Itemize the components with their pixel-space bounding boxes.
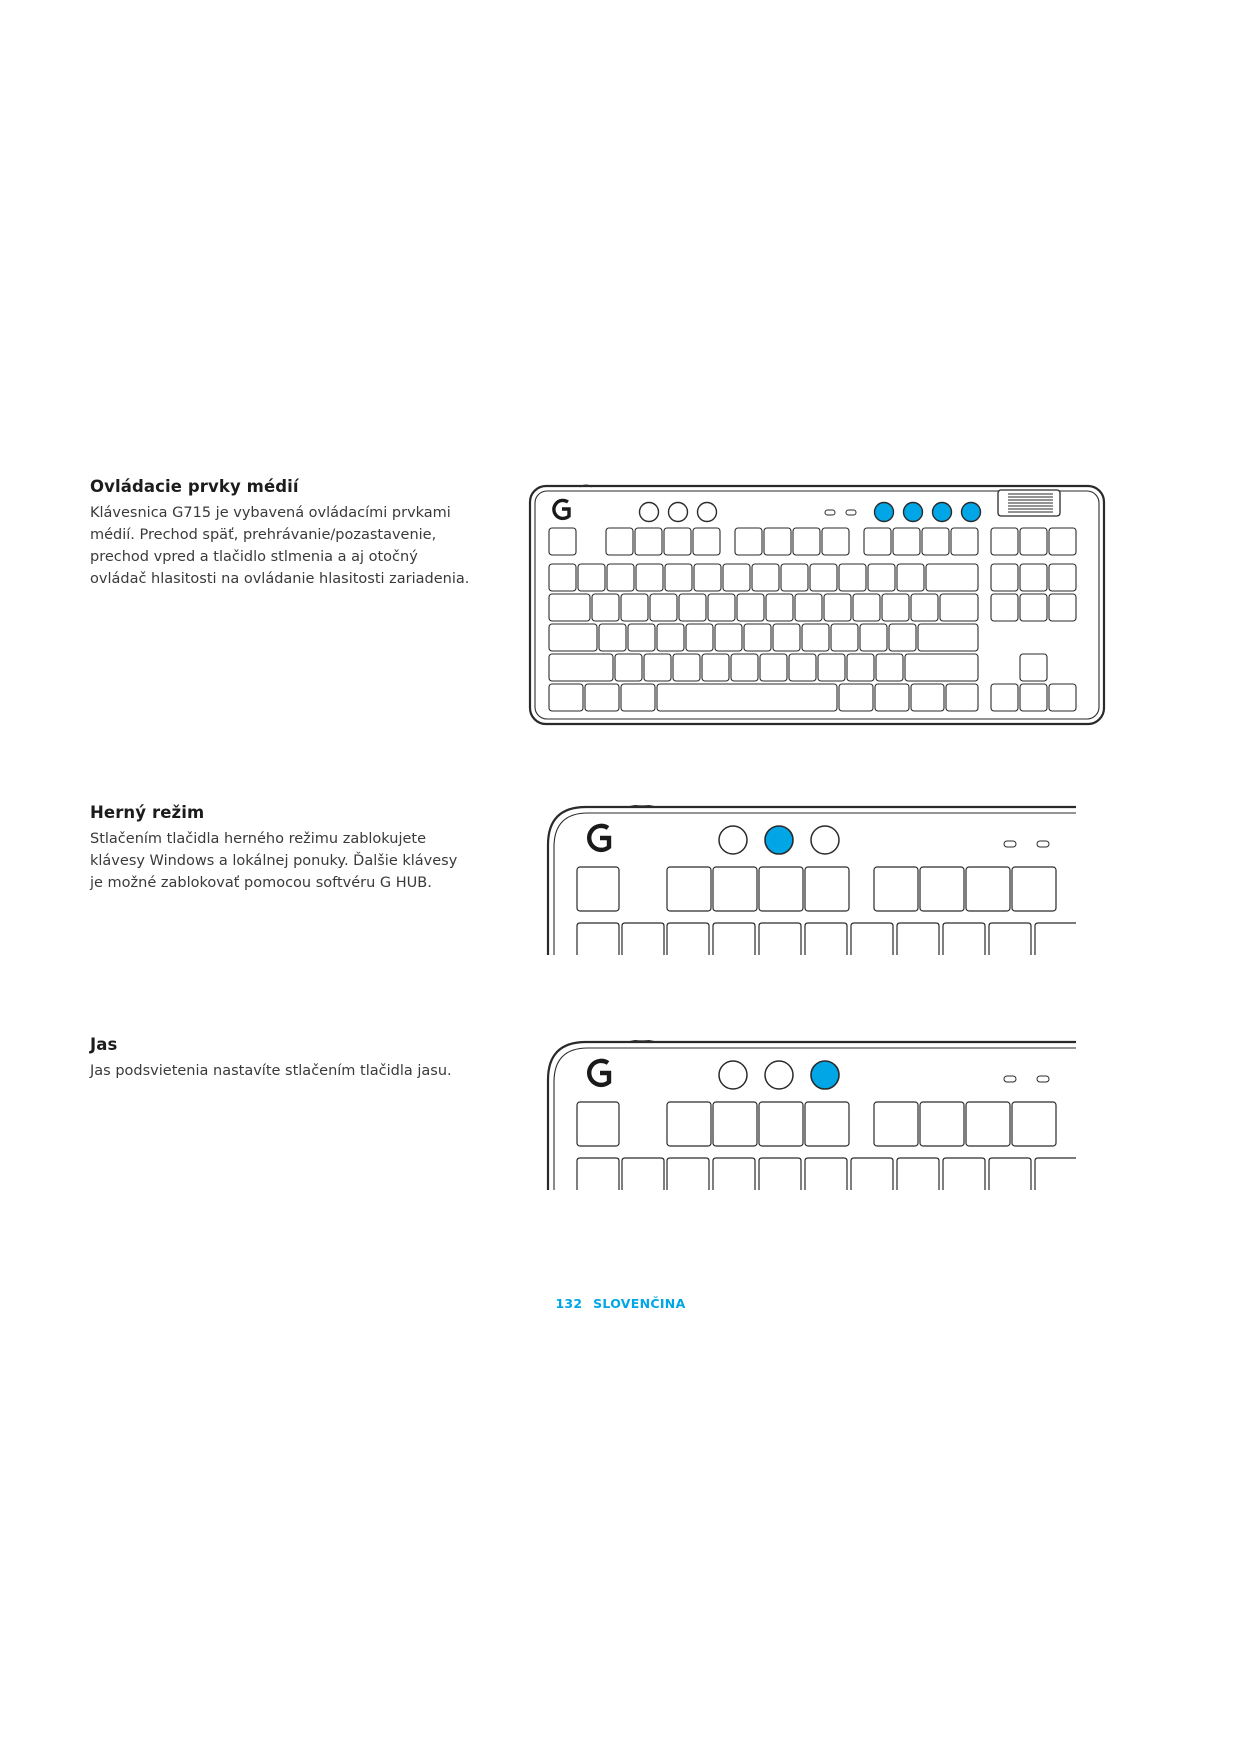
text-line: Jas podsvietenia nastavíte stlačením tlačidla jasu. bbox=[90, 1063, 452, 1079]
page-number: 132 bbox=[555, 1296, 583, 1311]
brightness-section bbox=[90, 1035, 490, 1082]
brightness-button-highlighted bbox=[811, 1061, 839, 1089]
keyboard-game-mode-illustration bbox=[546, 805, 1076, 955]
media-back-button bbox=[875, 503, 894, 522]
media-mute-button bbox=[962, 503, 981, 522]
text-line: Klávesnica G715 je vybavená ovládacími prvkami bbox=[90, 505, 451, 521]
brightness-heading: Jas bbox=[90, 1035, 118, 1054]
language-label: SLOVENČINA bbox=[593, 1296, 686, 1311]
text-line: ovládač hlasitosti na ovládanie hlasitosti zariadenia. bbox=[90, 571, 470, 587]
text-line: je možné zablokovať pomocou softvéru G HUB. bbox=[90, 875, 432, 891]
keyboard-brightness-illustration bbox=[546, 1040, 1076, 1190]
volume-roller-icon bbox=[998, 490, 1060, 516]
text-line: médií. Prechod späť, prehrávanie/pozastavenie, bbox=[90, 527, 437, 543]
logitech-g-logo-icon bbox=[589, 1061, 609, 1085]
text-line: prechod vpred a tlačidlo stlmenia a aj otočný bbox=[90, 549, 418, 565]
media-controls-heading: Ovládacie prvky médií bbox=[90, 477, 299, 496]
media-play-pause-button bbox=[904, 503, 923, 522]
keyboard-full-illustration bbox=[528, 484, 1108, 728]
media-controls-section bbox=[90, 477, 490, 590]
text-line: Stlačením tlačidla herného režimu zablokujete bbox=[90, 831, 426, 847]
media-forward-button bbox=[933, 503, 952, 522]
game-mode-section bbox=[90, 803, 490, 894]
brightness-text bbox=[90, 1060, 490, 1082]
media-controls-text bbox=[90, 502, 490, 590]
game-mode-button-highlighted bbox=[765, 826, 793, 854]
text-line: klávesy Windows a lokálnej ponuky. Ďalšie klávesy bbox=[90, 853, 458, 869]
logitech-g-logo-icon bbox=[589, 826, 609, 850]
game-mode-text bbox=[90, 828, 490, 894]
game-mode-heading: Herný režim bbox=[90, 803, 205, 822]
page-footer bbox=[0, 1296, 1241, 1311]
